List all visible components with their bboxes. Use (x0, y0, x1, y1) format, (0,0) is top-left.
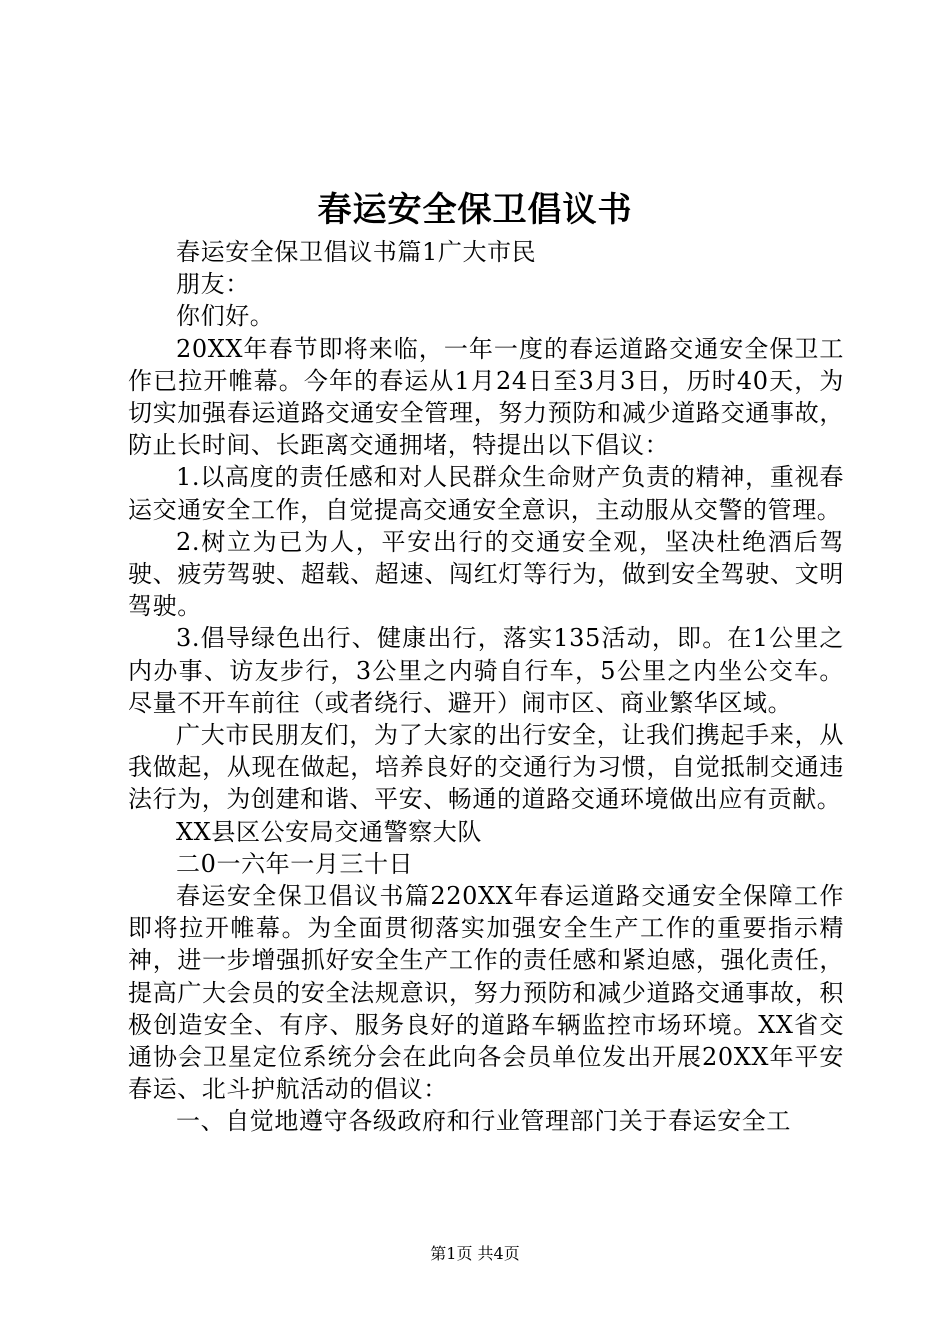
paragraph-7: 3.倡导绿色出行、健康出行，落实135活动，即。在1公里之内办事、访友步行，3公里之内骑自行车，5公里之内坐公交车。尽量不开车前往（或者绕行、避开）闹市区、商业繁华区域。 (128, 624, 844, 717)
paragraph-4: 20XX年春节即将来临，一年一度的春运道路交通安全保卫工作已拉开帷幕。今年的春运从1月24日至3月3日，历时40天，为切实加强春运道路交通安全管理，努力预防和减少道路交通事故，防止长时间、长距离交通拥堵，特提出以下倡议： (128, 334, 844, 460)
paragraph-2: 朋友： (176, 270, 250, 299)
document-title: 春运安全保卫倡议书 (317, 190, 633, 230)
paragraph-6: 2.树立为已为人，平安出行的交通安全观，坚决杜绝酒后驾驶、疲劳驾驶、超载、超速、闯红灯等行为，做到安全驾驶、文明驾驶。 (128, 527, 844, 621)
document-body (128, 236, 844, 1138)
paragraph-10: 二0一六年一月三十日 (176, 849, 414, 878)
paragraph-5: 1.以高度的责任感和对人民群众生命财产负责的精神，重视春运交通安全工作，自觉提高交通安全意识，主动服从交警的管理。 (128, 463, 844, 524)
paragraph-3: 你们好。 (176, 302, 275, 331)
paragraph-1: 春运安全保卫倡议书篇1广大市民 (176, 238, 537, 266)
paragraph-12: 一、自觉地遵守各级政府和行业管理部门关于春运安全工 (176, 1107, 791, 1136)
page-footer: 第1页 共4页 (430, 1244, 520, 1263)
paragraph-11: 春运安全保卫倡议书篇220XX年春运道路交通安全保障工作即将拉开帷幕。为全面贯彻落实加强安全生产工作的重要指示精神，进一步增强抓好安全生产工作的责任感和紧迫感，强化责任，提高广大会员的安全法规意识，努力预防和减少道路交通事故，积极创造安全、有序、服务良好的道路车辆监控市场环境。XX省交通协会卫星定位系统分会在此向各会员单位发出开展20XX年平安春运、北斗护航活动的倡议： (128, 882, 844, 1104)
paragraph-8: 广大市民朋友们，为了大家的出行安全，让我们携起手来，从我做起，从现在做起，培养良好的交通行为习惯，自觉抵制交通违法行为，为创建和谐、平安、畅通的道路交通环境做出应有贡献。 (128, 721, 844, 814)
paragraph-9: XX县区公安局交通警察大队 (176, 817, 482, 846)
